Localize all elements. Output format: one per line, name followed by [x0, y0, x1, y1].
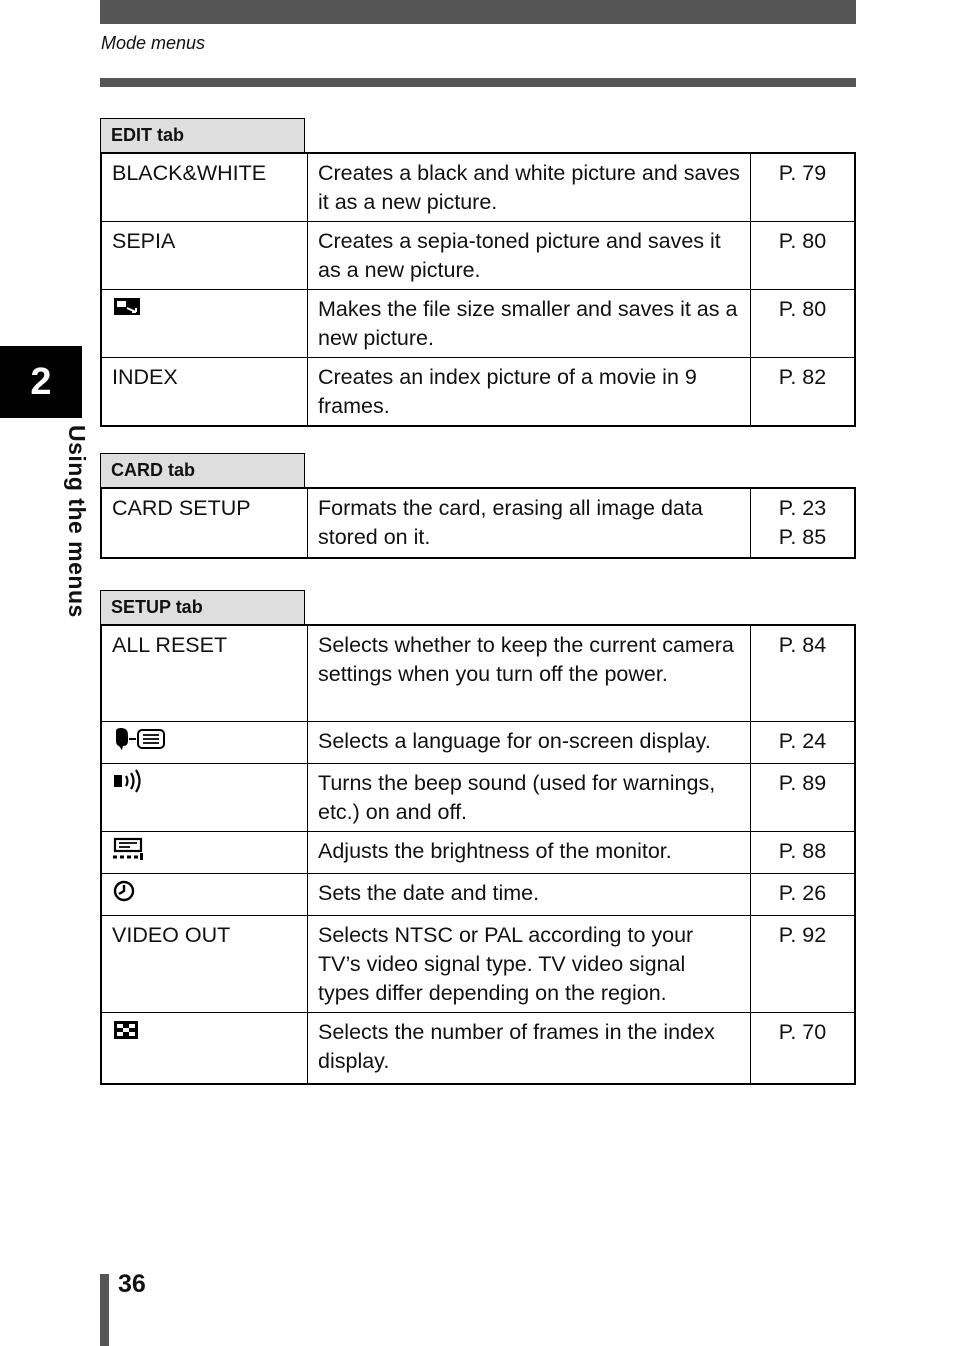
page-reference: P. 84	[751, 625, 856, 721]
menu-item-name: VIDEO OUT	[101, 915, 308, 1012]
page-reference: P. 70	[751, 1012, 856, 1084]
menu-item-description: Sets the date and time.	[308, 873, 751, 915]
menu-item-name: BLACK&WHITE	[101, 153, 308, 222]
clock-icon	[112, 879, 136, 911]
beep-icon	[112, 769, 144, 801]
page-reference: P. 92	[751, 915, 856, 1012]
page-reference-cell	[751, 488, 856, 558]
page-number: 36	[118, 1270, 146, 1298]
menu-item-icon-cell	[101, 290, 308, 358]
page-reference: P. 88	[751, 831, 856, 873]
table-row	[101, 763, 855, 831]
menu-item-description: Selects a language for on-screen display.	[308, 721, 751, 763]
menu-item-name: CARD SETUP	[101, 488, 308, 558]
table-row	[101, 873, 855, 915]
page-reference: P. 89	[751, 763, 856, 831]
menu-item-name: ALL RESET	[101, 625, 308, 721]
table-row	[101, 721, 855, 763]
page-reference: P. 79	[751, 153, 856, 222]
menu-item-icon-cell	[101, 763, 308, 831]
card-tab-header: CARD tab	[100, 453, 305, 487]
card-tab-table	[100, 487, 856, 559]
menu-item-icon-cell	[101, 873, 308, 915]
table-row	[101, 1012, 855, 1084]
table-row	[101, 153, 855, 222]
menu-item-description: Makes the file size smaller and saves it as a new picture.	[308, 290, 751, 358]
header-bar	[100, 0, 856, 24]
table-row	[101, 358, 855, 427]
chapter-number: 2	[30, 360, 52, 403]
language-icon	[112, 727, 168, 759]
setup-tab-table	[100, 624, 856, 1085]
edit-tab-header: EDIT tab	[100, 118, 305, 152]
table-row	[101, 222, 855, 290]
page-reference: P. 26	[751, 873, 856, 915]
menu-item-icon-cell	[101, 1012, 308, 1084]
menu-item-description: Adjusts the brightness of the monitor.	[308, 831, 751, 873]
table-row	[101, 831, 855, 873]
monitor-brightness-icon	[112, 837, 144, 869]
menu-item-description: Selects NTSC or PAL according to your TV’s video signal type. TV video signal types differ depending on the region.	[308, 915, 751, 1012]
setup-tab-header: SETUP tab	[100, 590, 305, 624]
resize-icon	[112, 295, 142, 325]
menu-item-description: Creates an index picture of a movie in 9 frames.	[308, 358, 751, 427]
menu-item-name: INDEX	[101, 358, 308, 427]
header-rule	[100, 78, 856, 87]
page-reference: P. 82	[751, 358, 856, 427]
menu-item-description: Selects whether to keep the current camera settings when you turn off the power.	[308, 625, 751, 721]
page-reference: P. 23	[778, 496, 827, 520]
menu-item-name: SEPIA	[101, 222, 308, 290]
menu-item-description: Creates a sepia-toned picture and saves it as a new picture.	[308, 222, 751, 290]
menu-item-description: Selects the number of frames in the index display.	[308, 1012, 751, 1084]
edit-tab-table	[100, 152, 856, 427]
table-row	[101, 488, 855, 558]
page-number-bar	[100, 1274, 109, 1346]
index-frames-icon	[112, 1018, 140, 1050]
menu-item-description: Turns the beep sound (used for warnings, etc.) on and off.	[308, 763, 751, 831]
chapter-label: Using the menus	[64, 425, 90, 618]
page-reference: P. 80	[751, 222, 856, 290]
menu-item-description: Formats the card, erasing all image data stored on it.	[308, 488, 751, 558]
section-title: Mode menus	[101, 33, 206, 53]
table-row	[101, 290, 855, 358]
menu-item-description: Creates a black and white picture and saves it as a new picture.	[308, 153, 751, 222]
table-row	[101, 915, 855, 1012]
page-reference: P. 80	[751, 290, 856, 358]
page-reference: P. 24	[751, 721, 856, 763]
menu-item-icon-cell	[101, 721, 308, 763]
menu-item-icon-cell	[101, 831, 308, 873]
page-reference: P. 85	[778, 525, 827, 549]
table-row	[101, 625, 855, 721]
